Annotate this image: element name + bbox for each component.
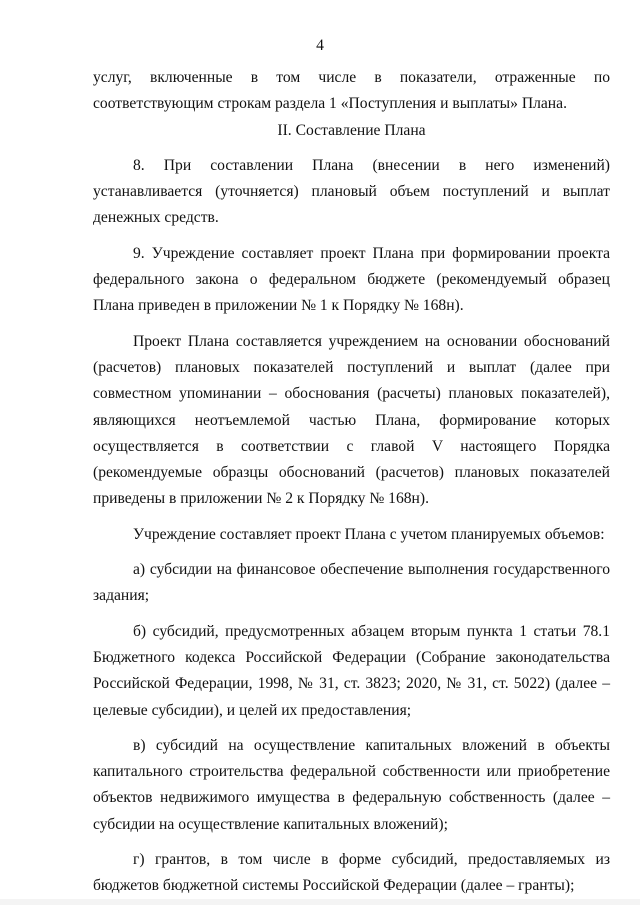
paragraph-continuation: услуг, включенные в том числе в показатели, отраженные по соответствующим строкам раздела 1 «Поступления и выплаты» Плана. (93, 69, 610, 113)
list-item-v: в) субсидий на осуществление капитальных вложений в объекты капитального строительства федеральной собственности или приобретение объектов недвижимого имущества в федеральную собственность (далее – субсидии на осуществление капитальных вложений); (93, 736, 610, 833)
list-item-g: г) грантов, в том числе в форме субсидий, предоставляемых из бюджетов бюджетной системы Российской Федерации (далее – гранты); (93, 851, 610, 895)
list-item-b: б) субсидий, предусмотренных абзацем вторым пункта 1 статьи 78.1 Бюджетного кодекса Российской Федерации (Собрание законодательства Российской Федерации, 1998, № 31, ст. 3823; 2020, № 31, ст. 5022) (далее – целевые субсидии), и целей их предоставления; (93, 622, 610, 719)
scan-bottom-edge (0, 899, 640, 905)
paragraph-item-8: 8. При составлении Плана (внесении в него изменений) устанавливается (уточняется) плановый объем поступлений и выплат денежных средств. (93, 156, 610, 227)
page-number: 4 (316, 37, 324, 54)
document-body (93, 65, 610, 900)
paragraph-item-9: 9. Учреждение составляет проект Плана при формировании проекта федерального закона о федеральном бюджете (рекомендуемый образец Плана приведен в приложении № 1 к Порядку № 168н). (93, 244, 610, 315)
paragraph-plan-basis: Проект Плана составляется учреждением на основании обоснований (расчетов) плановых показателей поступлений и выплат (далее при совместном упоминании – обоснования (расчеты) плановых показателей), являющихся неотъемлемой частью Плана, формирование которых осуществляется в соответствии с главой V настоящего Порядка (рекомендуемые образцы обоснований (расчетов) плановых показателей приведены в приложении № 2 к Порядку № 168н). (93, 332, 610, 508)
list-item-a: а) субсидии на финансовое обеспечение выполнения государственного задания; (93, 561, 610, 605)
paragraph-planned-volumes: Учреждение составляет проект Плана с учетом планируемых объемов: (133, 525, 605, 543)
section-heading: II. Составление Плана (277, 121, 426, 139)
